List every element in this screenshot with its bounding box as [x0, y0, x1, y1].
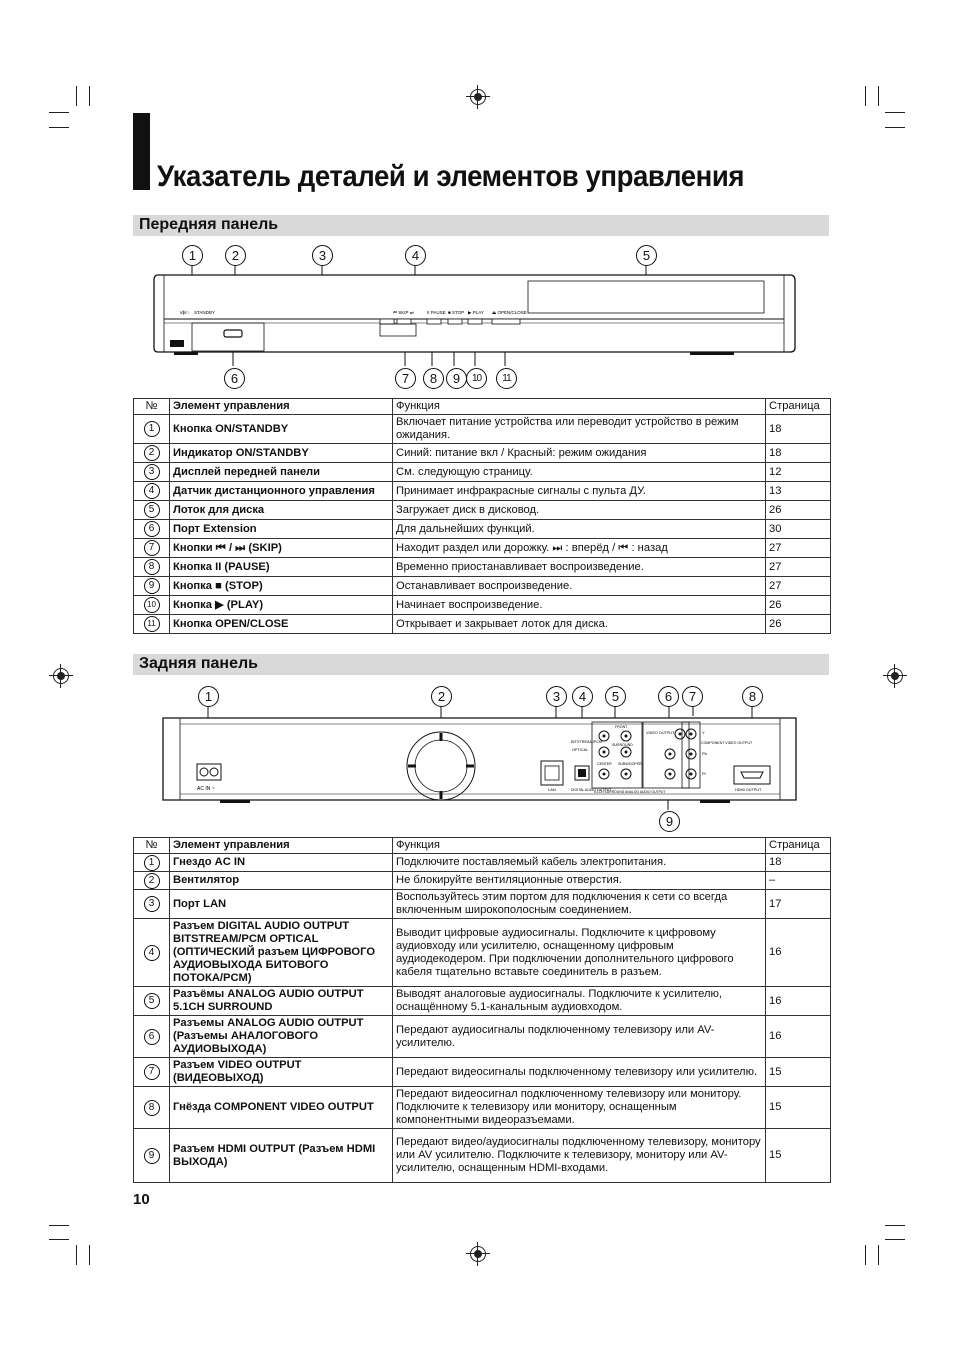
rear-panel-table: [133, 837, 831, 1183]
rear-callout-8: 8: [742, 686, 763, 707]
element-name: Разъем HDMI OUTPUT (Разъем HDMI ВЫХОДА): [170, 1129, 393, 1183]
function-text: Передают видеосигнал подключенному телевизору или монитору. Подключите к телевизору или монитору, оснащенным компонентными видеоразъемами.: [393, 1087, 766, 1129]
element-name: Разъем DIGITAL AUDIO OUTPUT BITSTREAM/PCM OPTICAL (ОПТИЧЕСКИЙ разъем ЦИФРОВОГО АУДИОВЫХОДА БИТОВОГО ПОТОКА/PCM): [170, 919, 393, 987]
front-callout-7: 7: [395, 368, 416, 389]
registration-mark: [53, 668, 69, 684]
function-text: Включает питание устройства или переводит устройство в режим ожидания.: [393, 415, 766, 444]
page-ref: 27: [766, 539, 831, 558]
col-header-page: Страница: [766, 399, 831, 415]
section-header-front: [133, 215, 829, 236]
function-text: Воспользуйтесь этим портом для подключения к сети со всегда включенным широкополосным соединением.: [393, 890, 766, 919]
front-callout-5: 5: [636, 245, 657, 266]
row-number: 9: [144, 578, 160, 594]
crop-mark: [885, 112, 905, 113]
table-row: [134, 539, 831, 558]
element-name: Лоток для диска: [170, 501, 393, 520]
front-callout-4: 4: [405, 245, 426, 266]
function-text: Начинает воспроизведение.: [393, 596, 766, 615]
element-name: Разъемы ANALOG AUDIO OUTPUT (Разъемы АНАЛОГОВОГО АУДИОВЫХОДА): [170, 1016, 393, 1058]
function-text: Передают аудиосигналы подключенному телевизору или AV-усилителю.: [393, 1016, 766, 1058]
function-text: Временно приостанавливает воспроизведение.: [393, 558, 766, 577]
page-ref: 26: [766, 596, 831, 615]
rear-callout-7: 7: [682, 686, 703, 707]
front-play-label: ▶ PLAY: [468, 310, 484, 315]
front-callout-1: 1: [182, 245, 203, 266]
crop-mark: [885, 1225, 905, 1226]
section-title-front: Передняя панель: [139, 216, 279, 233]
function-text: Выводит цифровые аудиосигналы. Подключите к цифровому аудиовходу или усилителю, оснащенному цифровым аудиодекодером. При подключении дополнительного цифрового кабеля тщательно вставьте соединитель в разъем.: [393, 919, 766, 987]
page-ref: 15: [766, 1058, 831, 1087]
front-skip-label: ⏮ SKIP ⏭: [393, 310, 414, 315]
table-row: [134, 987, 831, 1016]
element-name: Порт LAN: [170, 890, 393, 919]
row-number: 7: [144, 1064, 160, 1080]
crop-mark: [49, 1225, 69, 1226]
front-openclose-label: ⏏ OPEN/CLOSE: [492, 310, 527, 315]
element-name: Порт Extension: [170, 520, 393, 539]
col-header-element: Элемент управления: [170, 838, 393, 854]
table-row: [134, 482, 831, 501]
rear-subwoofer-label: SUBWOOFER: [618, 762, 642, 766]
row-number: 3: [144, 464, 160, 480]
table-row: [134, 1058, 831, 1087]
crop-mark: [49, 112, 69, 113]
registration-mark: [887, 668, 903, 684]
crop-mark: [865, 1245, 866, 1265]
row-number: 11: [144, 616, 160, 632]
rear-component-label: COMPONENT VIDEO OUTPUT: [701, 741, 753, 745]
table-row: [134, 415, 831, 444]
page-ref: 27: [766, 577, 831, 596]
front-callout-3: 3: [312, 245, 333, 266]
page-ref: 18: [766, 444, 831, 463]
col-header-function: Функция: [393, 838, 766, 854]
element-name: Кнопки ⏮ / ⏭ (SKIP): [170, 539, 393, 558]
function-text: Для дальнейших функций.: [393, 520, 766, 539]
page-ref: 18: [766, 415, 831, 444]
table-row: [134, 854, 831, 872]
element-name: Гнёзда COMPONENT VIDEO OUTPUT: [170, 1087, 393, 1129]
rear-lan-label: LAN: [548, 787, 556, 792]
registration-mark: [470, 89, 486, 105]
row-number: 1: [144, 421, 160, 437]
row-number: 6: [144, 521, 160, 537]
front-stop-label: ■ STOP: [448, 310, 465, 315]
element-name: Вентилятор: [170, 872, 393, 890]
page-ref: 15: [766, 1129, 831, 1183]
row-number: 2: [144, 873, 160, 889]
table-row: [134, 890, 831, 919]
row-number: 5: [144, 502, 160, 518]
rear-pb-label: Pb: [702, 751, 707, 756]
row-number: 7: [144, 540, 160, 556]
col-header-number: №: [134, 838, 170, 854]
table-row: [134, 520, 831, 539]
section-header-rear: [133, 654, 829, 675]
row-number: 8: [144, 559, 160, 575]
row-number: 8: [144, 1100, 160, 1116]
element-name: Кнопка II (PAUSE): [170, 558, 393, 577]
rear-hdmi-label: HDMI OUTPUT: [735, 788, 762, 792]
function-text: Открывает и закрывает лоток для диска.: [393, 615, 766, 634]
function-text: Синий: питание вкл / Красный: режим ожидания: [393, 444, 766, 463]
section-title-rear: Задняя панель: [139, 655, 258, 672]
table-row: [134, 577, 831, 596]
crop-mark: [885, 127, 905, 128]
crop-mark: [49, 1239, 69, 1240]
table-row: [134, 444, 831, 463]
page-ref: 27: [766, 558, 831, 577]
page-ref: 16: [766, 1016, 831, 1058]
function-text: Загружает диск в дисковод.: [393, 501, 766, 520]
page-title: Указатель деталей и элементов управления: [157, 160, 745, 193]
front-callout-2: 2: [225, 245, 246, 266]
rear-callout-9: 9: [659, 811, 680, 832]
rear-analog-audio-label: 5.1CH SURROUND ANALOG AUDIO OUTPUT: [594, 790, 666, 794]
front-callout-8: 8: [423, 368, 444, 389]
table-row: [134, 1087, 831, 1129]
front-pause-label: II PAUSE: [427, 310, 446, 315]
registration-mark: [470, 1246, 486, 1262]
element-name: Кнопка ▶ (PLAY): [170, 596, 393, 615]
element-name: Гнездо AC IN: [170, 854, 393, 872]
table-header-row: [134, 399, 831, 415]
crop-mark: [49, 127, 69, 128]
function-text: Останавливает воспроизведение.: [393, 577, 766, 596]
page-ref: 18: [766, 854, 831, 872]
table-row: [134, 1016, 831, 1058]
page-ref: 15: [766, 1087, 831, 1129]
rear-bitstream-label: BITSTREAM/PCM: [571, 740, 603, 744]
rear-callout-6: 6: [658, 686, 679, 707]
table-row: [134, 1129, 831, 1183]
rear-optical-label: OPTICAL: [572, 748, 589, 752]
table-row: [134, 501, 831, 520]
row-number: 6: [144, 1029, 160, 1045]
crop-mark: [76, 86, 77, 106]
front-callout-6: 6: [224, 368, 245, 389]
front-panel-illustration: [150, 266, 800, 368]
page-number: 10: [133, 1191, 150, 1208]
page-ref: 13: [766, 482, 831, 501]
row-number: 9: [144, 1148, 160, 1164]
front-power-label: I/ɸ/○: [180, 310, 189, 315]
front-callout-11: 11: [496, 368, 517, 389]
page-ref: 30: [766, 520, 831, 539]
function-text: Выводят аналоговые аудиосигналы. Подключите к усилителю, оснащённому 5.1-канальным аудиовходом.: [393, 987, 766, 1016]
col-header-function: Функция: [393, 399, 766, 415]
title-marker-bar: [133, 113, 150, 190]
row-number: 5: [144, 993, 160, 1009]
crop-mark: [89, 1245, 90, 1265]
element-name: Разъёмы ANALOG AUDIO OUTPUT 5.1CH SURROUND: [170, 987, 393, 1016]
rear-ac-in-label: AC IN ~: [197, 786, 215, 792]
rear-center-label: CENTER: [597, 762, 612, 766]
rear-y-label: Y: [702, 730, 705, 735]
function-text: Передают видео/аудиосигналы подключенному телевизору, монитору или AV усилителю. Подключите к телевизору, монитору или AV-усилителю, оснащенным HDMI-входами.: [393, 1129, 766, 1183]
row-number: 2: [144, 445, 160, 461]
table-row: [134, 872, 831, 890]
page-ref: 17: [766, 890, 831, 919]
table-row: [134, 596, 831, 615]
function-text: Подключите поставляемый кабель электропитания.: [393, 854, 766, 872]
element-name: Кнопка OPEN/CLOSE: [170, 615, 393, 634]
row-number: 10: [144, 597, 160, 613]
element-name: Кнопка ON/STANDBY: [170, 415, 393, 444]
front-callout-10: 10: [466, 368, 487, 389]
row-number: 3: [144, 896, 160, 912]
table-row: [134, 463, 831, 482]
front-panel-table: [133, 398, 831, 634]
function-text: Не блокируйте вентиляционные отверстия.: [393, 872, 766, 890]
rear-callout-4: 4: [572, 686, 593, 707]
page-ref: 26: [766, 615, 831, 634]
row-number: 4: [144, 945, 160, 961]
table-row: [134, 615, 831, 634]
table-row: [134, 558, 831, 577]
rear-front-label: FRONT: [615, 725, 628, 729]
element-name: Кнопка ■ (STOP): [170, 577, 393, 596]
crop-mark: [865, 86, 866, 106]
page-ref: 16: [766, 919, 831, 987]
crop-mark: [878, 86, 879, 106]
function-text: См. следующую страницу.: [393, 463, 766, 482]
front-callout-9: 9: [446, 368, 467, 389]
rear-surround-label: SURROUND: [612, 743, 633, 747]
col-header-number: №: [134, 399, 170, 415]
table-row: [134, 919, 831, 987]
rear-video-output-label: VIDEO OUTPUT: [646, 731, 675, 735]
page-ref: 16: [766, 987, 831, 1016]
table-header-row: [134, 838, 831, 854]
rear-pr-label: Pr: [702, 771, 706, 776]
col-header-page: Страница: [766, 838, 831, 854]
rear-callout-1: 1: [198, 686, 219, 707]
element-name: Дисплей передней панели: [170, 463, 393, 482]
element-name: Датчик дистанционного управления: [170, 482, 393, 501]
crop-mark: [878, 1245, 879, 1265]
row-number: 4: [144, 483, 160, 499]
page-ref: 12: [766, 463, 831, 482]
row-number: 1: [144, 855, 160, 871]
crop-mark: [885, 1239, 905, 1240]
crop-mark: [89, 86, 90, 106]
rear-panel-illustration: [160, 706, 800, 818]
rear-callout-3: 3: [546, 686, 567, 707]
col-header-element: Элемент управления: [170, 399, 393, 415]
front-standby-label: STANDBY: [194, 310, 215, 315]
crop-mark: [76, 1245, 77, 1265]
function-text: Передают видеосигналы подключенному телевизору или усилителю.: [393, 1058, 766, 1087]
rear-callout-2: 2: [431, 686, 452, 707]
page-ref: 26: [766, 501, 831, 520]
element-name: Разъем VIDEO OUTPUT (ВИДЕОВЫХОД): [170, 1058, 393, 1087]
rear-digital-audio-label: DIGITAL AUDIO OUTPUT: [571, 788, 612, 792]
function-text: Принимает инфракрасные сигналы с пульта ДУ.: [393, 482, 766, 501]
element-name: Индикатор ON/STANDBY: [170, 444, 393, 463]
page-ref: –: [766, 872, 831, 890]
function-text: Находит раздел или дорожку. ⏭ : вперёд / ⏮ : назад: [393, 539, 766, 558]
rear-callout-5: 5: [605, 686, 626, 707]
